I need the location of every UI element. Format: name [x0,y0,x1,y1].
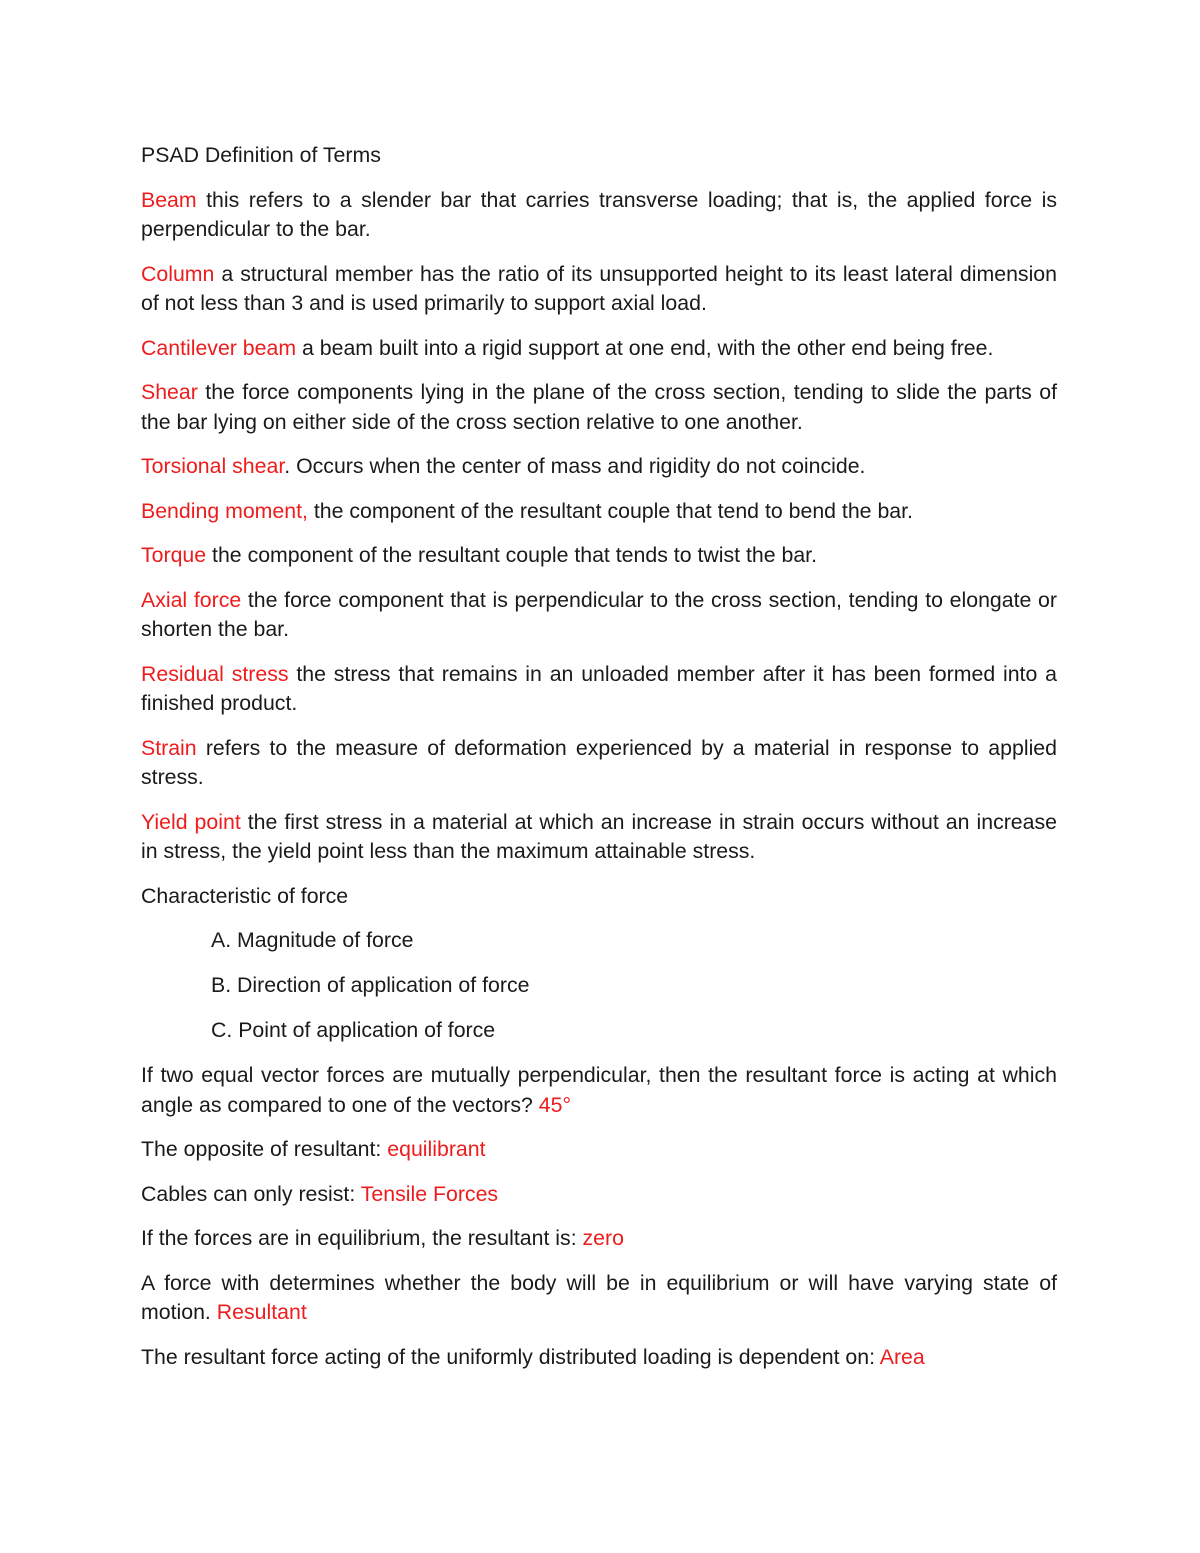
question-distributed-loading [141,1343,1057,1373]
list-item: A. Magnitude of force [211,928,414,952]
answer-text: Resultant [216,1300,307,1324]
definition-text: the component of the resultant couple that tend to bend the bar. [307,498,913,523]
characteristics-list [141,926,1057,1046]
definition-text: a beam built into a rigid support at one end, with the other end being free. [296,335,994,360]
definition-torsional-shear [141,452,1057,482]
list-item: C. Point of application of force [211,1018,496,1042]
definition-column [141,260,1057,319]
definition-cantilever-beam [141,334,1057,364]
definition-axial-force [141,586,1057,645]
term-axial-force: Axial force [141,587,242,612]
term-torsional-shear: Torsional shear [141,454,285,478]
answer-text: equilibrant [387,1137,486,1161]
document-title: PSAD Definition of Terms [141,143,381,167]
question-opposite-resultant [141,1135,1057,1165]
term-shear: Shear [141,380,198,404]
answer-text: Area [879,1344,925,1369]
term-beam: Beam [141,187,197,212]
definition-strain [141,734,1057,793]
characteristics-heading: Characteristic of force [141,883,349,908]
question-equilibrium [141,1224,1057,1254]
term-residual-stress: Residual stress [141,661,289,686]
term-yield-point: Yield point [141,809,241,834]
answer-text: Tensile Forces [360,1181,499,1206]
question-text: The resultant force acting of the uniformly distributed loading is dependent on: [141,1344,880,1369]
definition-text: the first stress in a material at which an increase in strain occurs without an increase in stress, the yield point less than the maximum attainable stress. [141,809,1057,863]
question-resultant-angle [141,1061,1057,1120]
question-state-of-motion [141,1269,1057,1328]
document-page [141,141,1057,1387]
definition-text: refers to the measure of deformation experienced by a material in response to applied stress. [141,735,1057,789]
term-cantilever-beam: Cantilever beam [141,335,297,360]
definition-text: . Occurs when the center of mass and rigidity do not coincide. [284,454,866,478]
question-text: If the forces are in equilibrium, the resultant is: [141,1226,583,1250]
question-text: If two equal vector forces are mutually perpendicular, then the resultant force is acting at which angle as compared to one of the vectors? [141,1063,1057,1117]
definition-torque [141,541,1057,571]
term-bending-moment: Bending moment, [141,498,308,523]
question-cables [141,1180,1057,1210]
question-text: The opposite of resultant: [141,1137,388,1161]
definition-text: the component of the resultant couple that tends to twist the bar. [206,543,818,567]
question-text: A force with determines whether the body will be in equilibrium or will have varying state of motion. [141,1270,1057,1324]
term-strain: Strain [141,735,197,760]
definition-residual-stress [141,660,1057,719]
answer-text: 45° [538,1092,572,1117]
definition-beam [141,186,1057,245]
definition-text: a structural member has the ratio of its unsupported height to its least lateral dimension of not less than 3 and is used primarily to support axial load. [141,261,1057,315]
definition-text: the force component that is perpendicular to the cross section, tending to elongate or shorten the bar. [141,587,1057,641]
term-column: Column [141,261,215,286]
definition-text: this refers to a slender bar that carries transverse loading; that is, the applied force is perpendicular to the bar. [141,187,1057,241]
list-item: B. Direction of application of force [211,973,530,997]
definition-text: the stress that remains in an unloaded member after it has been formed into a finished product. [141,661,1057,715]
definition-bending-moment [141,497,1057,527]
answer-text: zero [582,1226,624,1250]
term-torque: Torque [141,543,207,567]
definition-text: the force components lying in the plane of the cross section, tending to slide the parts of the bar lying on either side of the cross section relative to one another. [141,380,1057,434]
definition-yield-point [141,808,1057,867]
definition-shear [141,378,1057,437]
question-text: Cables can only resist: [141,1181,361,1206]
